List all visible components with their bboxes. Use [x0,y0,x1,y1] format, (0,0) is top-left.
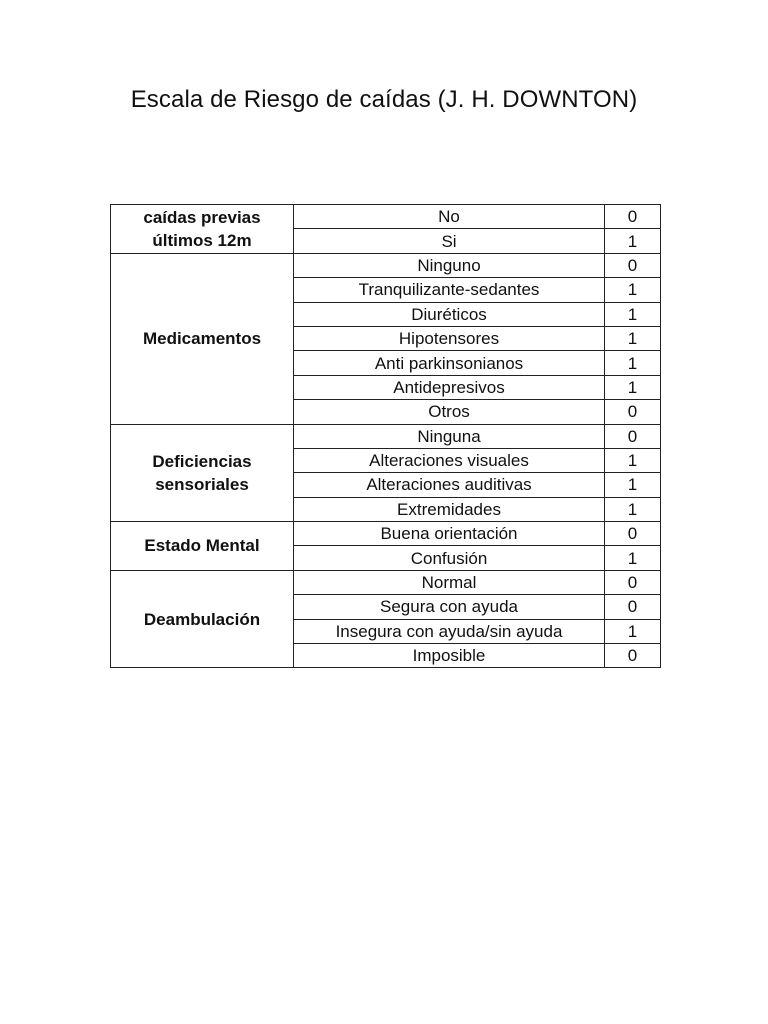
category-cell: caídas previas últimos 12m [111,205,294,254]
option-cell: Hipotensores [294,326,605,350]
option-cell: Confusión [294,546,605,570]
category-cell: Deambulación [111,570,294,668]
score-cell: 1 [605,278,661,302]
score-cell: 1 [605,351,661,375]
option-cell: Anti parkinsonianos [294,351,605,375]
risk-scale-table [110,204,661,668]
score-cell: 0 [605,253,661,277]
score-cell: 0 [605,570,661,594]
score-cell: 1 [605,473,661,497]
score-cell: 0 [605,644,661,668]
category-cell: Estado Mental [111,522,294,571]
option-cell: Ninguno [294,253,605,277]
option-cell: Imposible [294,644,605,668]
option-cell: Si [294,229,605,253]
option-cell: Otros [294,400,605,424]
page-title: Escala de Riesgo de caídas (J. H. DOWNTON) [130,86,638,113]
option-cell: Diuréticos [294,302,605,326]
score-cell: 0 [605,400,661,424]
option-cell: Alteraciones auditivas [294,473,605,497]
score-cell: 1 [605,326,661,350]
table-row [111,205,661,229]
score-cell: 0 [605,205,661,229]
option-cell: Antidepresivos [294,375,605,399]
option-cell: Ninguna [294,424,605,448]
table-row [111,253,661,277]
table-row [111,570,661,594]
option-cell: No [294,205,605,229]
option-cell: Tranquilizante-sedantes [294,278,605,302]
score-cell: 1 [605,546,661,570]
score-cell: 1 [605,619,661,643]
score-cell: 0 [605,424,661,448]
risk-table-body [111,205,661,668]
table-row [111,522,661,546]
option-cell: Alteraciones visuales [294,448,605,472]
option-cell: Segura con ayuda [294,595,605,619]
score-cell: 0 [605,522,661,546]
option-cell: Buena orientación [294,522,605,546]
score-cell: 0 [605,595,661,619]
option-cell: Normal [294,570,605,594]
option-cell: Insegura con ayuda/sin ayuda [294,619,605,643]
category-cell: Deficiencias sensoriales [111,424,294,522]
table-row [111,424,661,448]
score-cell: 1 [605,497,661,521]
score-cell: 1 [605,302,661,326]
category-cell: Medicamentos [111,253,294,424]
score-cell: 1 [605,448,661,472]
option-cell: Extremidades [294,497,605,521]
score-cell: 1 [605,229,661,253]
score-cell: 1 [605,375,661,399]
